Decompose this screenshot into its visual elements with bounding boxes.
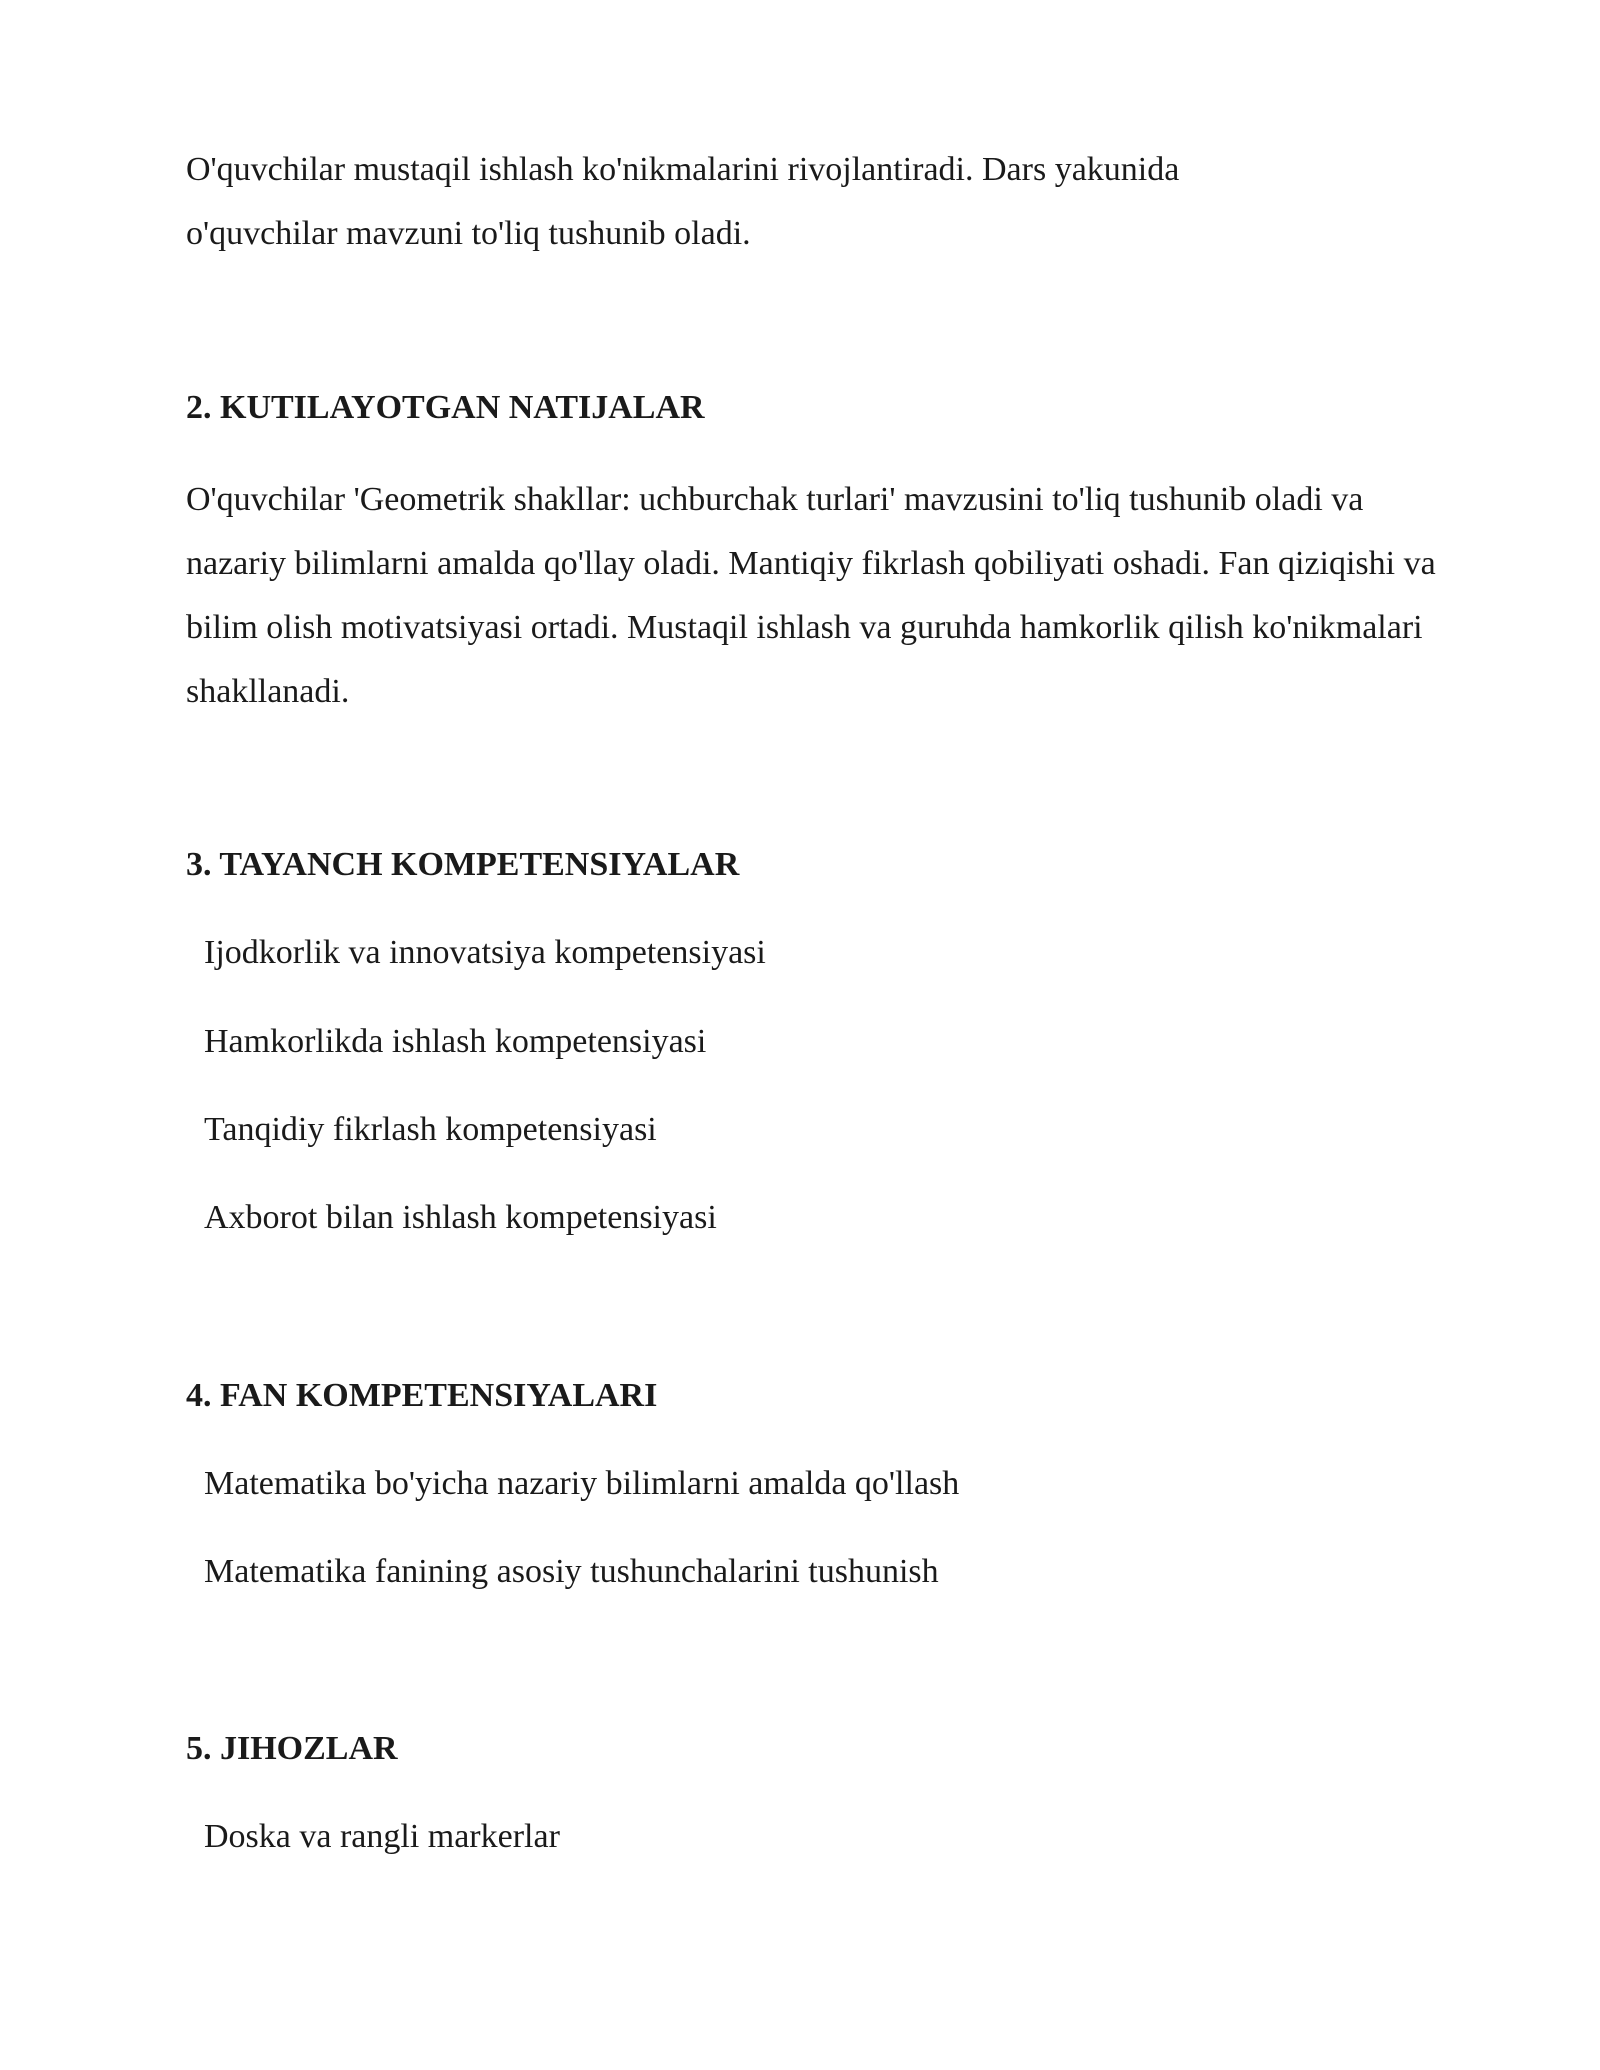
- list-item: Tanqidiy fikrlash kompetensiyasi: [204, 1111, 657, 1148]
- section-heading-results: 2. KUTILAYOTGAN NATIJALAR: [186, 389, 705, 426]
- section-heading-subject-competencies: 4. FAN KOMPETENSIYALARI: [186, 1377, 658, 1414]
- list-item: Axborot bilan ishlash kompetensiyasi: [204, 1199, 717, 1236]
- list-item: Matematika bo'yicha nazariy bilimlarni amalda qo'llash: [204, 1465, 960, 1502]
- intro-paragraph: O'quvchilar mustaqil ishlash ko'nikmalarini rivojlantiradi. Dars yakunida o'quvchilar mavzuni to'liq tushunib oladi.: [186, 151, 1180, 252]
- list-item: Hamkorlikda ishlash kompetensiyasi: [204, 1023, 707, 1060]
- section-heading-core-competencies: 3. TAYANCH KOMPETENSIYALAR: [186, 846, 740, 883]
- results-paragraph: O'quvchilar 'Geometrik shakllar: uchburchak turlari' mavzusini to'liq tushunib oladi va nazariy bilimlarni amalda qo'llay oladi. Mantiqiy fikrlash qobiliyati oshadi. Fan qiziqishi va bilim olish motivatsiyasi ortadi. Mustaqil ishlash va guruhda hamkorlik qilish ko'nikmalari shakllanadi.: [186, 481, 1436, 710]
- list-item: Matematika fanining asosiy tushunchalarini tushunish: [204, 1553, 939, 1590]
- list-item: Ijodkorlik va innovatsiya kompetensiyasi: [204, 934, 766, 971]
- section-heading-equipment: 5. JIHOZLAR: [186, 1730, 398, 1767]
- list-item: Doska va rangli markerlar: [204, 1818, 560, 1855]
